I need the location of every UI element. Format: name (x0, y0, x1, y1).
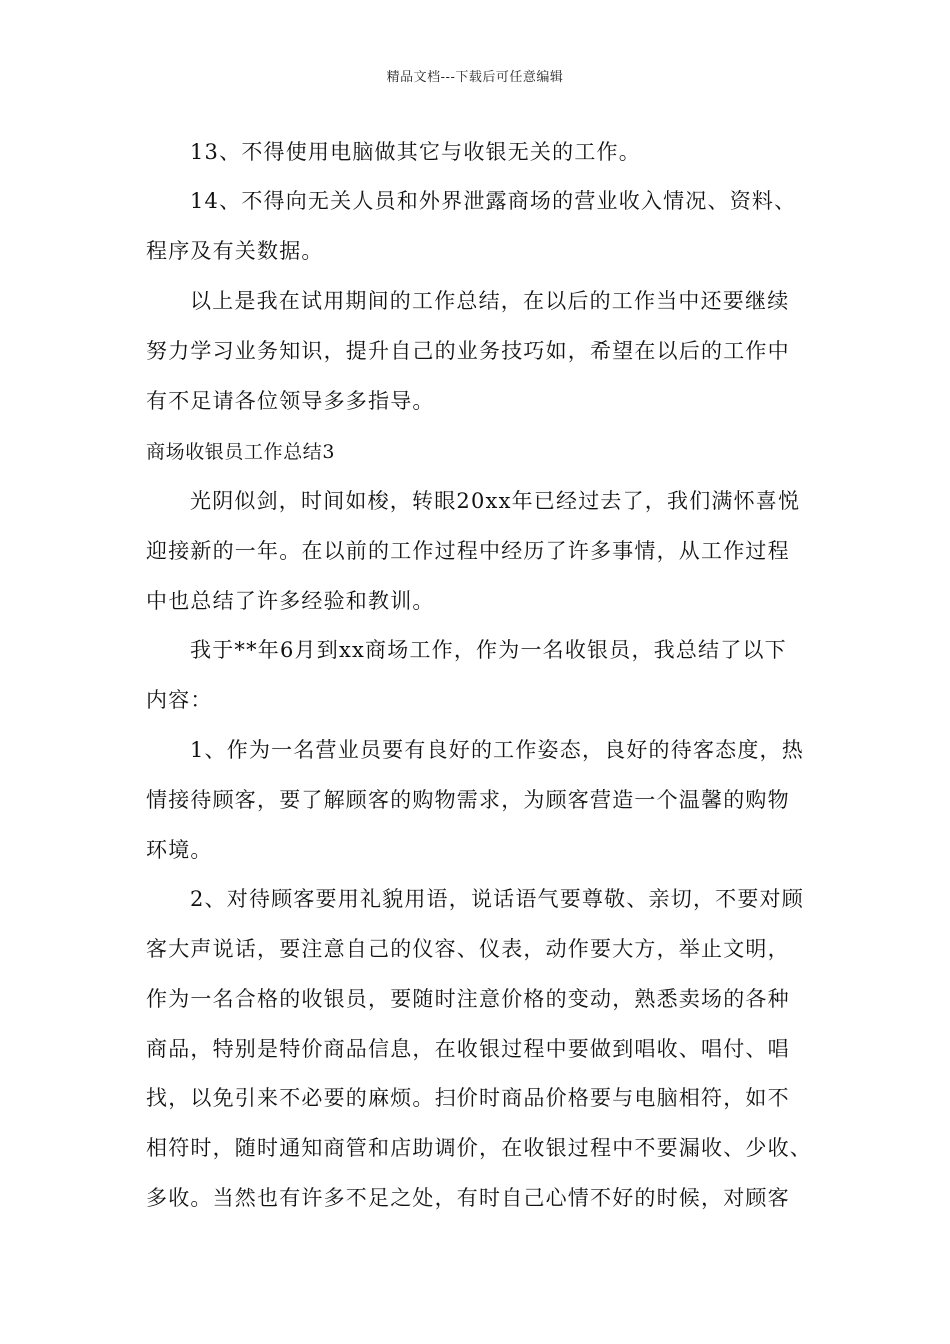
text-line: 13、不得使用电脑做其它与收银无关的工作。 (190, 140, 641, 164)
text-line: 多收。当然也有许多不足之处，有时自己心情不好的时候，对顾客 (146, 1186, 790, 1210)
text-line: 相符时，随时通知商管和店助调价，在收银过程中不要漏收、少收、 (146, 1136, 812, 1160)
text-line: 以上是我在试用期间的工作总结，在以后的工作当中还要继续 (190, 289, 790, 313)
section-heading: 商场收银员工作总结3 (146, 441, 336, 463)
text-line: 商品，特别是特价商品信息，在收银过程中要做到唱收、唱付、唱 (146, 1037, 790, 1061)
text-line: 我于**年6月到xx商场工作，作为一名收银员，我总结了以下 (190, 638, 787, 662)
text-line: 1、作为一名营业员要有良好的工作姿态，良好的待客态度，热 (190, 738, 804, 762)
text-line: 程序及有关数据。 (146, 239, 324, 263)
text-line: 内容： (146, 688, 213, 712)
page-header: 精品文档---下载后可任意编辑 (386, 70, 564, 85)
text-line: 情接待顾客，要了解顾客的购物需求，为顾客营造一个温馨的购物 (146, 788, 790, 812)
text-line: 有不足请各位领导多多指导。 (146, 389, 435, 413)
text-line: 作为一名合格的收银员，要随时注意价格的变动，熟悉卖场的各种 (146, 987, 790, 1011)
text-line: 客大声说话，要注意自己的仪容、仪表，动作要大方，举止文明， (146, 937, 790, 961)
text-line: 14、不得向无关人员和外界泄露商场的营业收入情况、资料、 (190, 189, 797, 213)
text-line: 迎接新的一年。在以前的工作过程中经历了许多事情，从工作过程 (146, 539, 790, 563)
text-line: 努力学习业务知识，提升自己的业务技巧如，希望在以后的工作中 (146, 339, 790, 363)
text-line: 环境。 (146, 838, 213, 862)
text-line: 找，以免引来不必要的麻烦。扫价时商品价格要与电脑相符，如不 (146, 1086, 790, 1110)
text-line: 2、对待顾客要用礼貌用语，说话语气要尊敬、亲切，不要对顾 (190, 887, 804, 911)
text-line: 光阴似剑，时间如梭，转眼20xx年已经过去了，我们满怀喜悦 (190, 489, 801, 513)
text-line: 中也总结了许多经验和教训。 (146, 589, 435, 613)
